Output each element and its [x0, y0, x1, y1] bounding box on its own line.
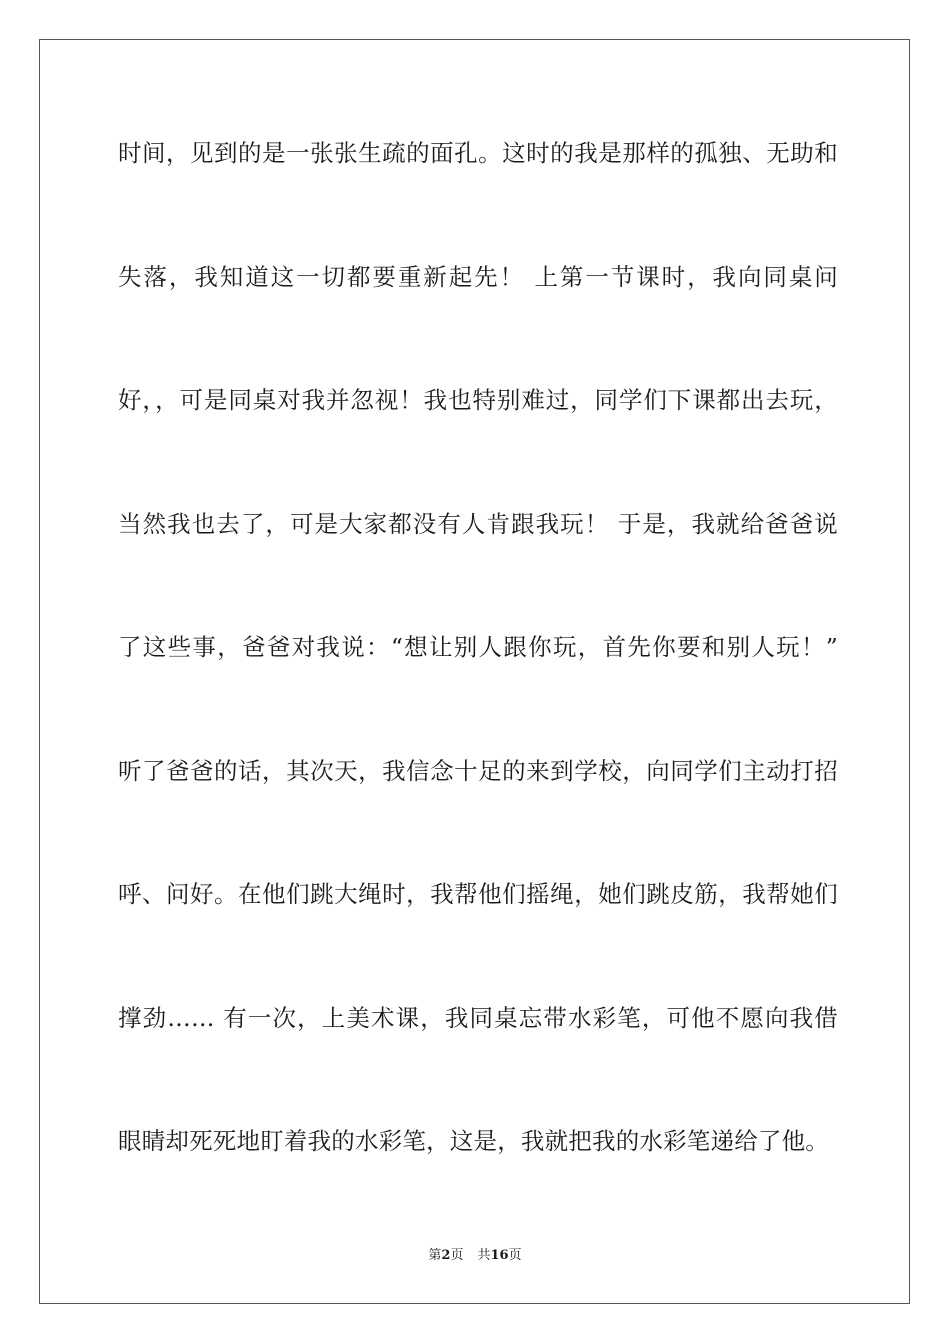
document-body [118, 123, 838, 1235]
text-line-4: 当然我也去了，可是大家都没有人肯跟我玩！ 于是，我就给爸爸说 [118, 509, 838, 538]
page-prefix: 第 [428, 1248, 442, 1263]
text-line-9: 眼睛却死死地盯着我的水彩笔，这是，我就把我的水彩笔递给了他。 [118, 1127, 829, 1155]
text-line-8: 撑劲…… 有一次，上美术课，我同桌忘带水彩笔，可他不愿向我借 [118, 1003, 838, 1032]
text-line-2: 失落，我知道这一切都要重新起先！ 上第一节课时，我向同桌问 [118, 262, 838, 291]
total-suffix: 页 [508, 1248, 522, 1263]
total-prefix: 共 [477, 1248, 491, 1263]
page-suffix: 页 [450, 1248, 464, 1263]
text-line-5: 了这些事，爸爸对我说：“想让别人跟你玩，首先你要和别人玩！” [118, 633, 838, 661]
page-number: 2 [441, 1248, 451, 1263]
text-line-7: 呼、问好。在他们跳大绳时，我帮他们摇绳，她们跳皮筋，我帮她们 [118, 880, 838, 908]
page-footer [0, 1246, 950, 1266]
text-line-1: 时间，见到的是一张张生疏的面孔。这时的我是那样的孤独、无助和 [118, 139, 838, 167]
text-line-6: 听了爸爸的话，其次天，我信念十足的来到学校，向同学们主动打招 [118, 756, 838, 785]
total-pages: 16 [490, 1248, 509, 1263]
text-line-3: 好，，可是同桌对我并忽视！我也特别难过，同学们下课都出去玩， [118, 386, 838, 414]
